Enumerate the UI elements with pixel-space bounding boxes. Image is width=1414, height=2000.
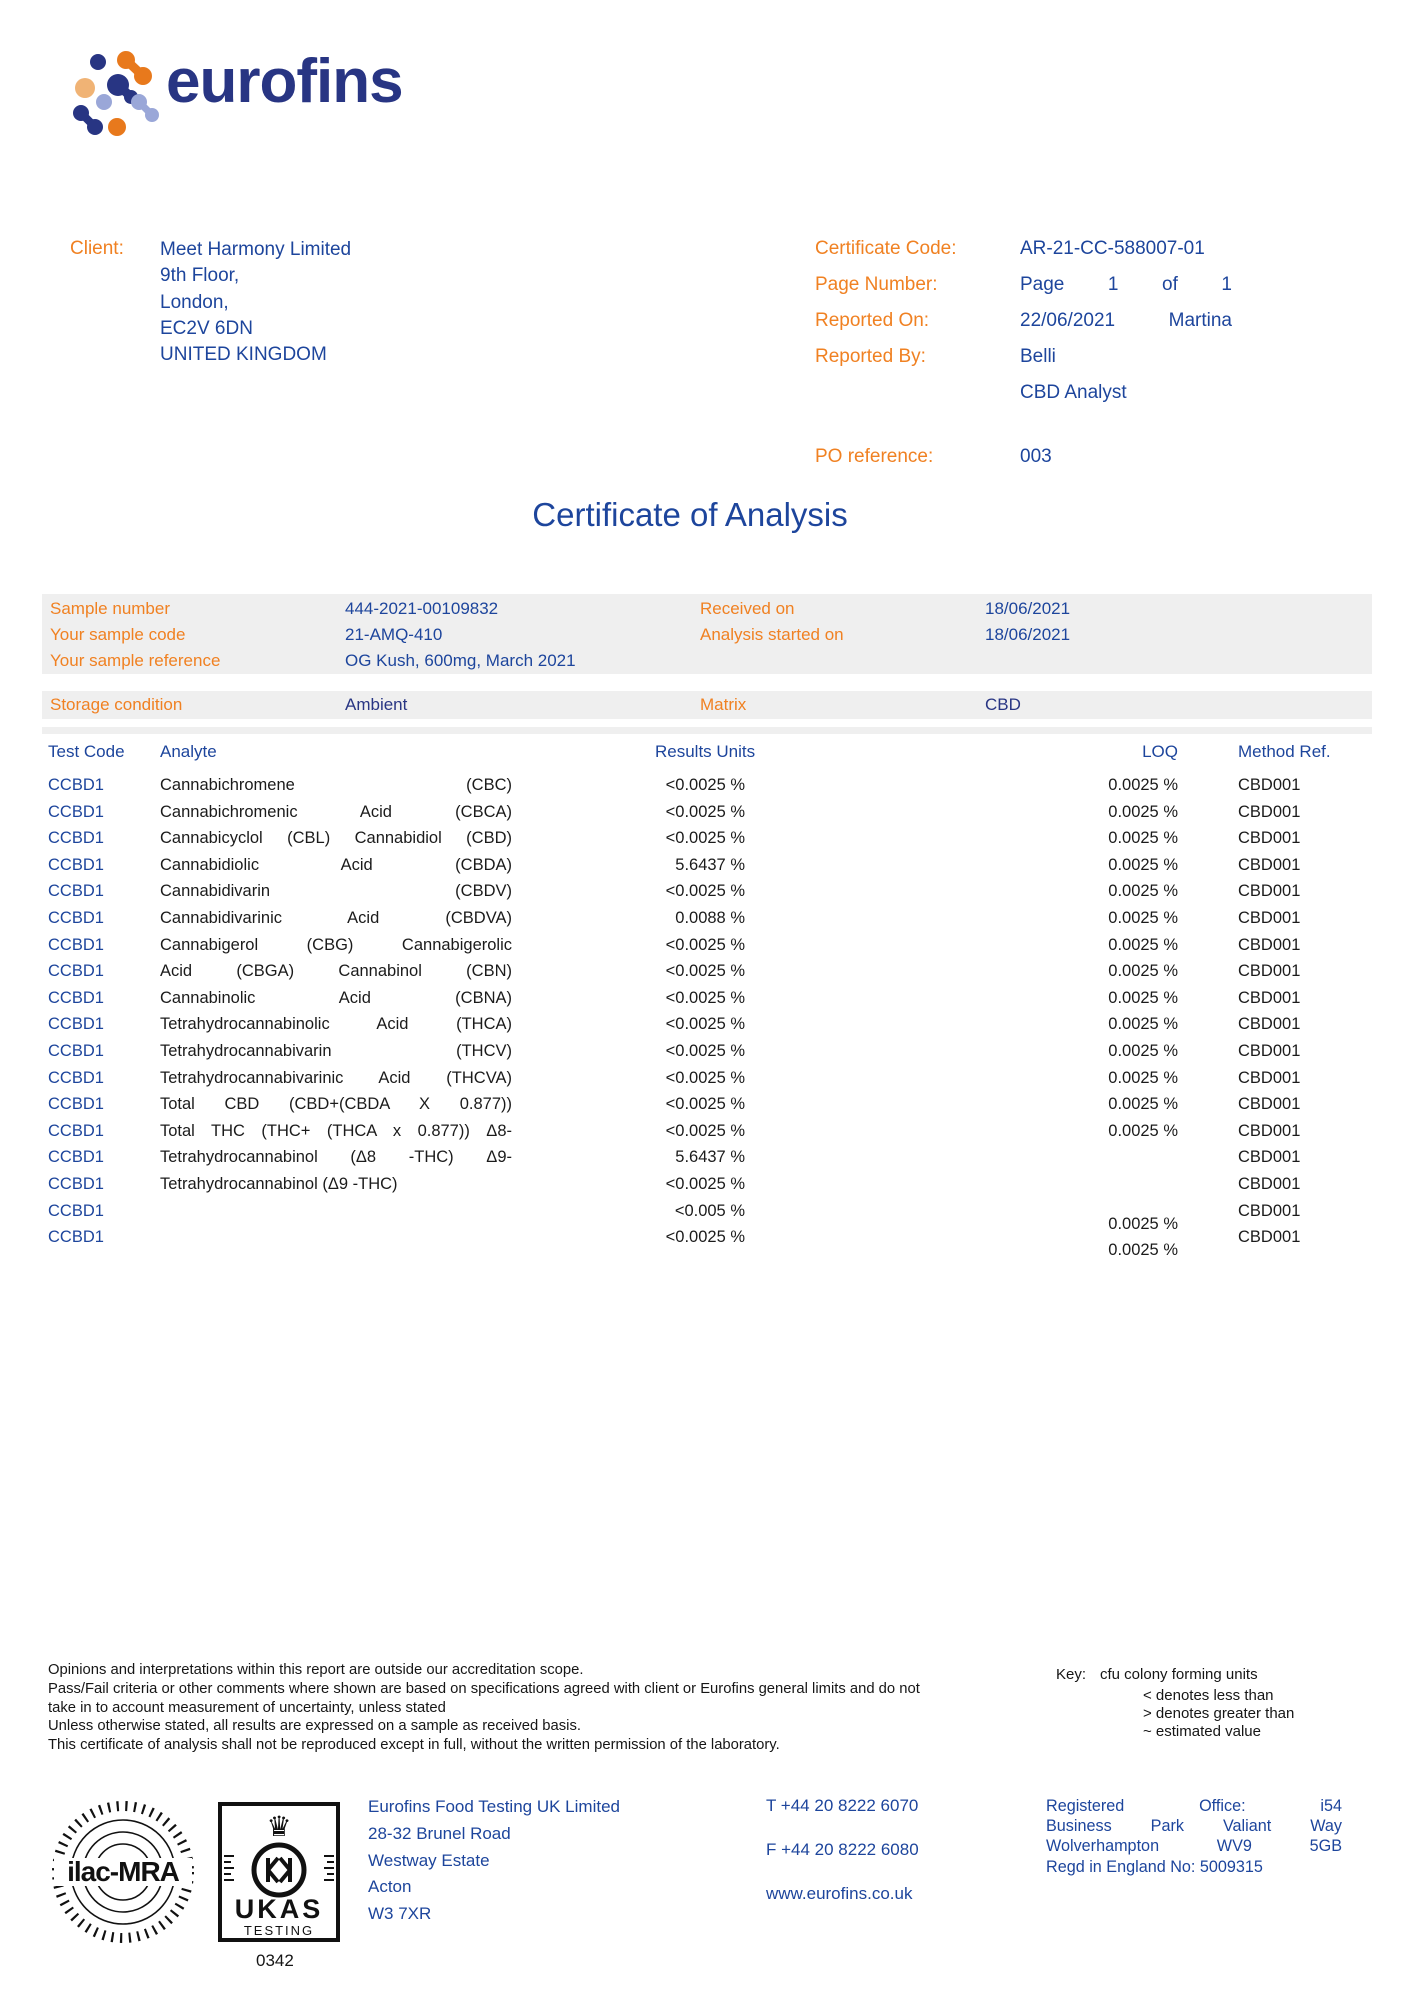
footer-company-line: Acton	[368, 1877, 412, 1897]
cell-loq: 0.0025 %	[1108, 909, 1178, 927]
cell-loq: 0.0025 %	[1108, 829, 1178, 848]
registered-line: Wolverhampton WV9 5GB	[1046, 1837, 1342, 1856]
cell-analyte	[160, 1198, 512, 1224]
cell-method-ref: CBD001	[1238, 962, 1301, 981]
cell-analyte: Tetrahydrocannabivarin (THCV)	[160, 1042, 512, 1060]
cell-result: 0.0088 %	[675, 909, 745, 927]
disclaimer-line: Pass/Fail criteria or other comments where shown are based on specifications agreed with client or Eurofins general limits and do not	[48, 1680, 920, 1697]
cell-method-ref: CBD001	[1238, 1228, 1301, 1247]
cell-test-code: CCBD1	[48, 1121, 104, 1140]
client-address-line: 9th Floor,	[160, 265, 240, 287]
cell-loq: 0.0025 %	[1108, 802, 1178, 821]
cell-test-code: CCBD1	[48, 935, 104, 954]
ilac-mra-logo	[46, 1800, 200, 1949]
cell-test-code: CCBD1	[48, 909, 104, 927]
cell-analyte: Cannabidivarinic Acid (CBDVA)	[160, 909, 512, 927]
cell-method-ref: CBD001	[1238, 1148, 1301, 1167]
header-test-code: Test Code	[48, 742, 125, 761]
cell-result: <0.0025 %	[665, 1121, 745, 1140]
cell-result: <0.005 %	[674, 1201, 745, 1220]
cell-test-code: CCBD1	[48, 802, 104, 821]
cell-result: <0.0025 %	[665, 1095, 745, 1114]
cell-analyte: Cannabidiolic Acid (CBDA)	[160, 855, 512, 874]
sample-code-value: 21-AMQ-410	[345, 625, 443, 644]
cell-method-ref: CBD001	[1238, 1201, 1301, 1220]
registered-line: Registered Office: i54	[1046, 1797, 1342, 1815]
cell-method-ref: CBD001	[1238, 1015, 1301, 1034]
cell-method-ref: CBD001	[1238, 1175, 1301, 1193]
footer-registered-office	[1046, 1796, 1342, 1877]
footer-company-address	[368, 1794, 620, 1928]
footer-company-line: 28-32 Brunel Road	[368, 1823, 511, 1843]
cell-analyte: Acid (CBGA) Cannabinol (CBN)	[160, 962, 512, 981]
cell-method-ref: CBD001	[1238, 1095, 1301, 1114]
page-number-label: Page Number:	[815, 274, 938, 295]
cell-loq: 0.0025 %	[1108, 1121, 1178, 1140]
cell-test-code: CCBD1	[48, 1201, 104, 1220]
cell-loq: 0.0025 %	[1108, 935, 1178, 954]
cell-loq: 0.0025 %	[1108, 1241, 1178, 1260]
cell-loq: 0.0025 %	[1108, 1015, 1178, 1034]
received-on-label: Received on	[700, 599, 795, 618]
cell-result: <0.0025 %	[665, 1068, 745, 1087]
certificate-code-value: AR-21-CC-588007-01	[1020, 238, 1205, 259]
cell-method-ref: CBD001	[1238, 882, 1301, 901]
cell-analyte: Cannabinolic Acid (CBNA)	[160, 988, 512, 1007]
cell-result: <0.0025 %	[665, 962, 745, 981]
analysis-started-value: 18/06/2021	[985, 625, 1071, 644]
svg-text:♛: ♛	[266, 1811, 292, 1842]
client-address-line: London,	[160, 291, 229, 313]
ukas-testing-logo	[218, 1802, 340, 1947]
header-loq: LOQ	[1142, 742, 1178, 761]
disclaimer-line: Unless otherwise stated, all results are expressed on a sample as received basis.	[48, 1718, 581, 1735]
sample-number-label: Sample number	[50, 599, 171, 618]
footer-company-line: Eurofins Food Testing UK Limited	[368, 1797, 620, 1816]
cell-test-code: CCBD1	[48, 1015, 104, 1034]
cell-result: <0.0025 %	[665, 1042, 745, 1060]
svg-text:TESTING: TESTING	[243, 1923, 315, 1938]
footer-fax: F +44 20 8222 6080	[766, 1840, 919, 1859]
sample-reference-label: Your sample reference	[50, 651, 221, 670]
disclaimer-line: Opinions and interpretations within this report are outside our accreditation scope.	[48, 1662, 584, 1678]
reported-on-label: Reported On:	[815, 310, 930, 331]
matrix-label: Matrix	[700, 695, 747, 714]
cell-loq: 0.0025 %	[1108, 776, 1178, 794]
disclaimer-line: This certificate of analysis shall not be reproduced except in full, without the written permission of the laboratory.	[48, 1737, 780, 1754]
cell-method-ref: CBD001	[1238, 855, 1301, 874]
cell-analyte: Tetrahydrocannabinol (Δ9 -THC)	[160, 1175, 398, 1193]
sample-code-label: Your sample code	[50, 625, 186, 644]
cell-loq: 0.0025 %	[1108, 962, 1178, 981]
storage-condition-label: Storage condition	[50, 695, 183, 714]
sample-number-value: 444-2021-00109832	[345, 599, 499, 618]
cell-test-code: CCBD1	[48, 1095, 104, 1114]
cell-test-code: CCBD1	[48, 776, 104, 794]
cell-analyte: Cannabichromenic Acid (CBCA)	[160, 802, 512, 821]
cell-result: 5.6437 %	[675, 1148, 745, 1167]
reported-by-label: Reported By:	[815, 346, 926, 367]
cell-test-code: CCBD1	[48, 1228, 104, 1247]
page-number-value: Page 1 of 1	[1020, 274, 1232, 295]
cell-result: <0.0025 %	[665, 802, 745, 821]
key-first-line: cfu colony forming units	[1100, 1666, 1258, 1683]
cell-result: <0.0025 %	[665, 776, 745, 794]
cell-method-ref: CBD001	[1238, 1042, 1301, 1060]
received-on-value: 18/06/2021	[985, 599, 1071, 618]
cell-loq: 0.0025 %	[1108, 1042, 1178, 1060]
reported-by-role: CBD Analyst	[1020, 382, 1127, 403]
storage-condition-value: Ambient	[345, 695, 408, 714]
certificate-code-label: Certificate Code:	[815, 238, 957, 259]
key-label: Key:	[1056, 1666, 1087, 1683]
client-name: Meet Harmony Limited	[160, 239, 352, 260]
cell-loq: 0.0025 %	[1108, 1068, 1178, 1087]
cell-result: <0.0025 %	[665, 1175, 745, 1193]
sample-reference-value: OG Kush, 600mg, March 2021	[345, 651, 576, 670]
cell-test-code: CCBD1	[48, 855, 104, 874]
cell-test-code: CCBD1	[48, 1175, 104, 1193]
cell-method-ref: CBD001	[1238, 802, 1301, 821]
key-item: ~ estimated value	[1143, 1723, 1261, 1740]
cell-result: <0.0025 %	[665, 1015, 745, 1034]
cell-loq: 0.0025 %	[1108, 1214, 1178, 1233]
svg-text:UKAS: UKAS	[234, 1894, 324, 1924]
client-address-line: UNITED KINGDOM	[160, 344, 327, 366]
cell-method-ref: CBD001	[1238, 1121, 1301, 1140]
svg-text:ilac-MRA: ilac-MRA	[67, 1856, 179, 1887]
cell-analyte: Tetrahydrocannabivarinic Acid (THCVA)	[160, 1068, 512, 1087]
cell-test-code: CCBD1	[48, 1148, 104, 1167]
cell-method-ref: CBD001	[1238, 776, 1301, 794]
eurofins-wordmark: eurofins	[166, 47, 403, 116]
cell-loq: 0.0025 %	[1108, 1095, 1178, 1114]
page-title: Certificate of Analysis	[532, 496, 848, 533]
matrix-value: CBD	[985, 695, 1021, 714]
cell-analyte: Tetrahydrocannabinol (Δ8 -THC) Δ9-	[160, 1148, 512, 1167]
cell-method-ref: CBD001	[1238, 909, 1301, 927]
registered-line: Regd in England No: 5009315	[1046, 1857, 1263, 1876]
cell-test-code: CCBD1	[48, 1068, 104, 1087]
cell-result: <0.0025 %	[665, 935, 745, 954]
disclaimer-block	[48, 1661, 920, 1755]
cell-method-ref: CBD001	[1238, 935, 1301, 954]
footer-company-line: W3 7XR	[368, 1904, 432, 1924]
cell-analyte: Total THC (THC+ (THCA x 0.877)) Δ8-	[160, 1121, 512, 1140]
cell-analyte: Cannabichromene (CBC)	[160, 776, 512, 794]
cell-test-code: CCBD1	[48, 829, 104, 848]
reported-by-value: Belli	[1020, 346, 1056, 367]
cell-method-ref: CBD001	[1238, 829, 1301, 848]
cell-test-code: CCBD1	[48, 988, 104, 1007]
footer-phone: T +44 20 8222 6070	[766, 1796, 919, 1815]
po-reference-value: 003	[1020, 446, 1052, 467]
registered-line: Business Park Valiant Way	[1046, 1817, 1342, 1836]
analysis-started-label: Analysis started on	[700, 625, 844, 644]
cell-method-ref: CBD001	[1238, 988, 1301, 1007]
footer-website: www.eurofins.co.uk	[766, 1884, 913, 1903]
header-method-ref: Method Ref.	[1238, 742, 1331, 761]
cell-result: <0.0025 %	[665, 988, 745, 1007]
cell-result: <0.0025 %	[665, 1228, 745, 1247]
cell-result: 5.6437 %	[675, 855, 745, 874]
client-address-line: EC2V 6DN	[160, 317, 253, 339]
cell-analyte: Tetrahydrocannabinolic Acid (THCA)	[160, 1015, 512, 1034]
cell-result: <0.0025 %	[665, 882, 745, 901]
ukas-accreditation-number: 0342	[256, 1951, 294, 1970]
client-label: Client:	[70, 238, 124, 259]
cell-loq: 0.0025 %	[1108, 988, 1178, 1007]
cell-analyte: Cannabidivarin (CBDV)	[160, 882, 512, 901]
footer-company-line: Westway Estate	[368, 1850, 490, 1870]
key-item: > denotes greater than	[1143, 1705, 1295, 1722]
cell-analyte: Total CBD (CBD+(CBDA X 0.877))	[160, 1095, 512, 1114]
cell-test-code: CCBD1	[48, 1042, 104, 1060]
cell-method-ref: CBD001	[1238, 1068, 1301, 1087]
cell-analyte	[160, 1224, 512, 1250]
cell-test-code: CCBD1	[48, 882, 104, 901]
cell-test-code: CCBD1	[48, 962, 104, 981]
cell-analyte: Cannabigerol (CBG) Cannabigerolic	[160, 935, 512, 954]
cell-result: <0.0025 %	[665, 829, 745, 848]
header-analyte: Analyte	[160, 742, 217, 761]
reported-on-value: 22/06/2021 Martina	[1020, 310, 1232, 331]
disclaimer-line: take in to account measurement of uncertainty, unless stated	[48, 1699, 446, 1716]
cell-analyte: Cannabicyclol (CBL) Cannabidiol (CBD)	[160, 829, 512, 848]
key-item: < denotes less than	[1143, 1687, 1274, 1704]
cell-loq: 0.0025 %	[1108, 882, 1178, 901]
po-reference-label: PO reference:	[815, 446, 934, 467]
cell-loq: 0.0025 %	[1108, 855, 1178, 874]
header-results-units: Results Units	[655, 742, 756, 761]
